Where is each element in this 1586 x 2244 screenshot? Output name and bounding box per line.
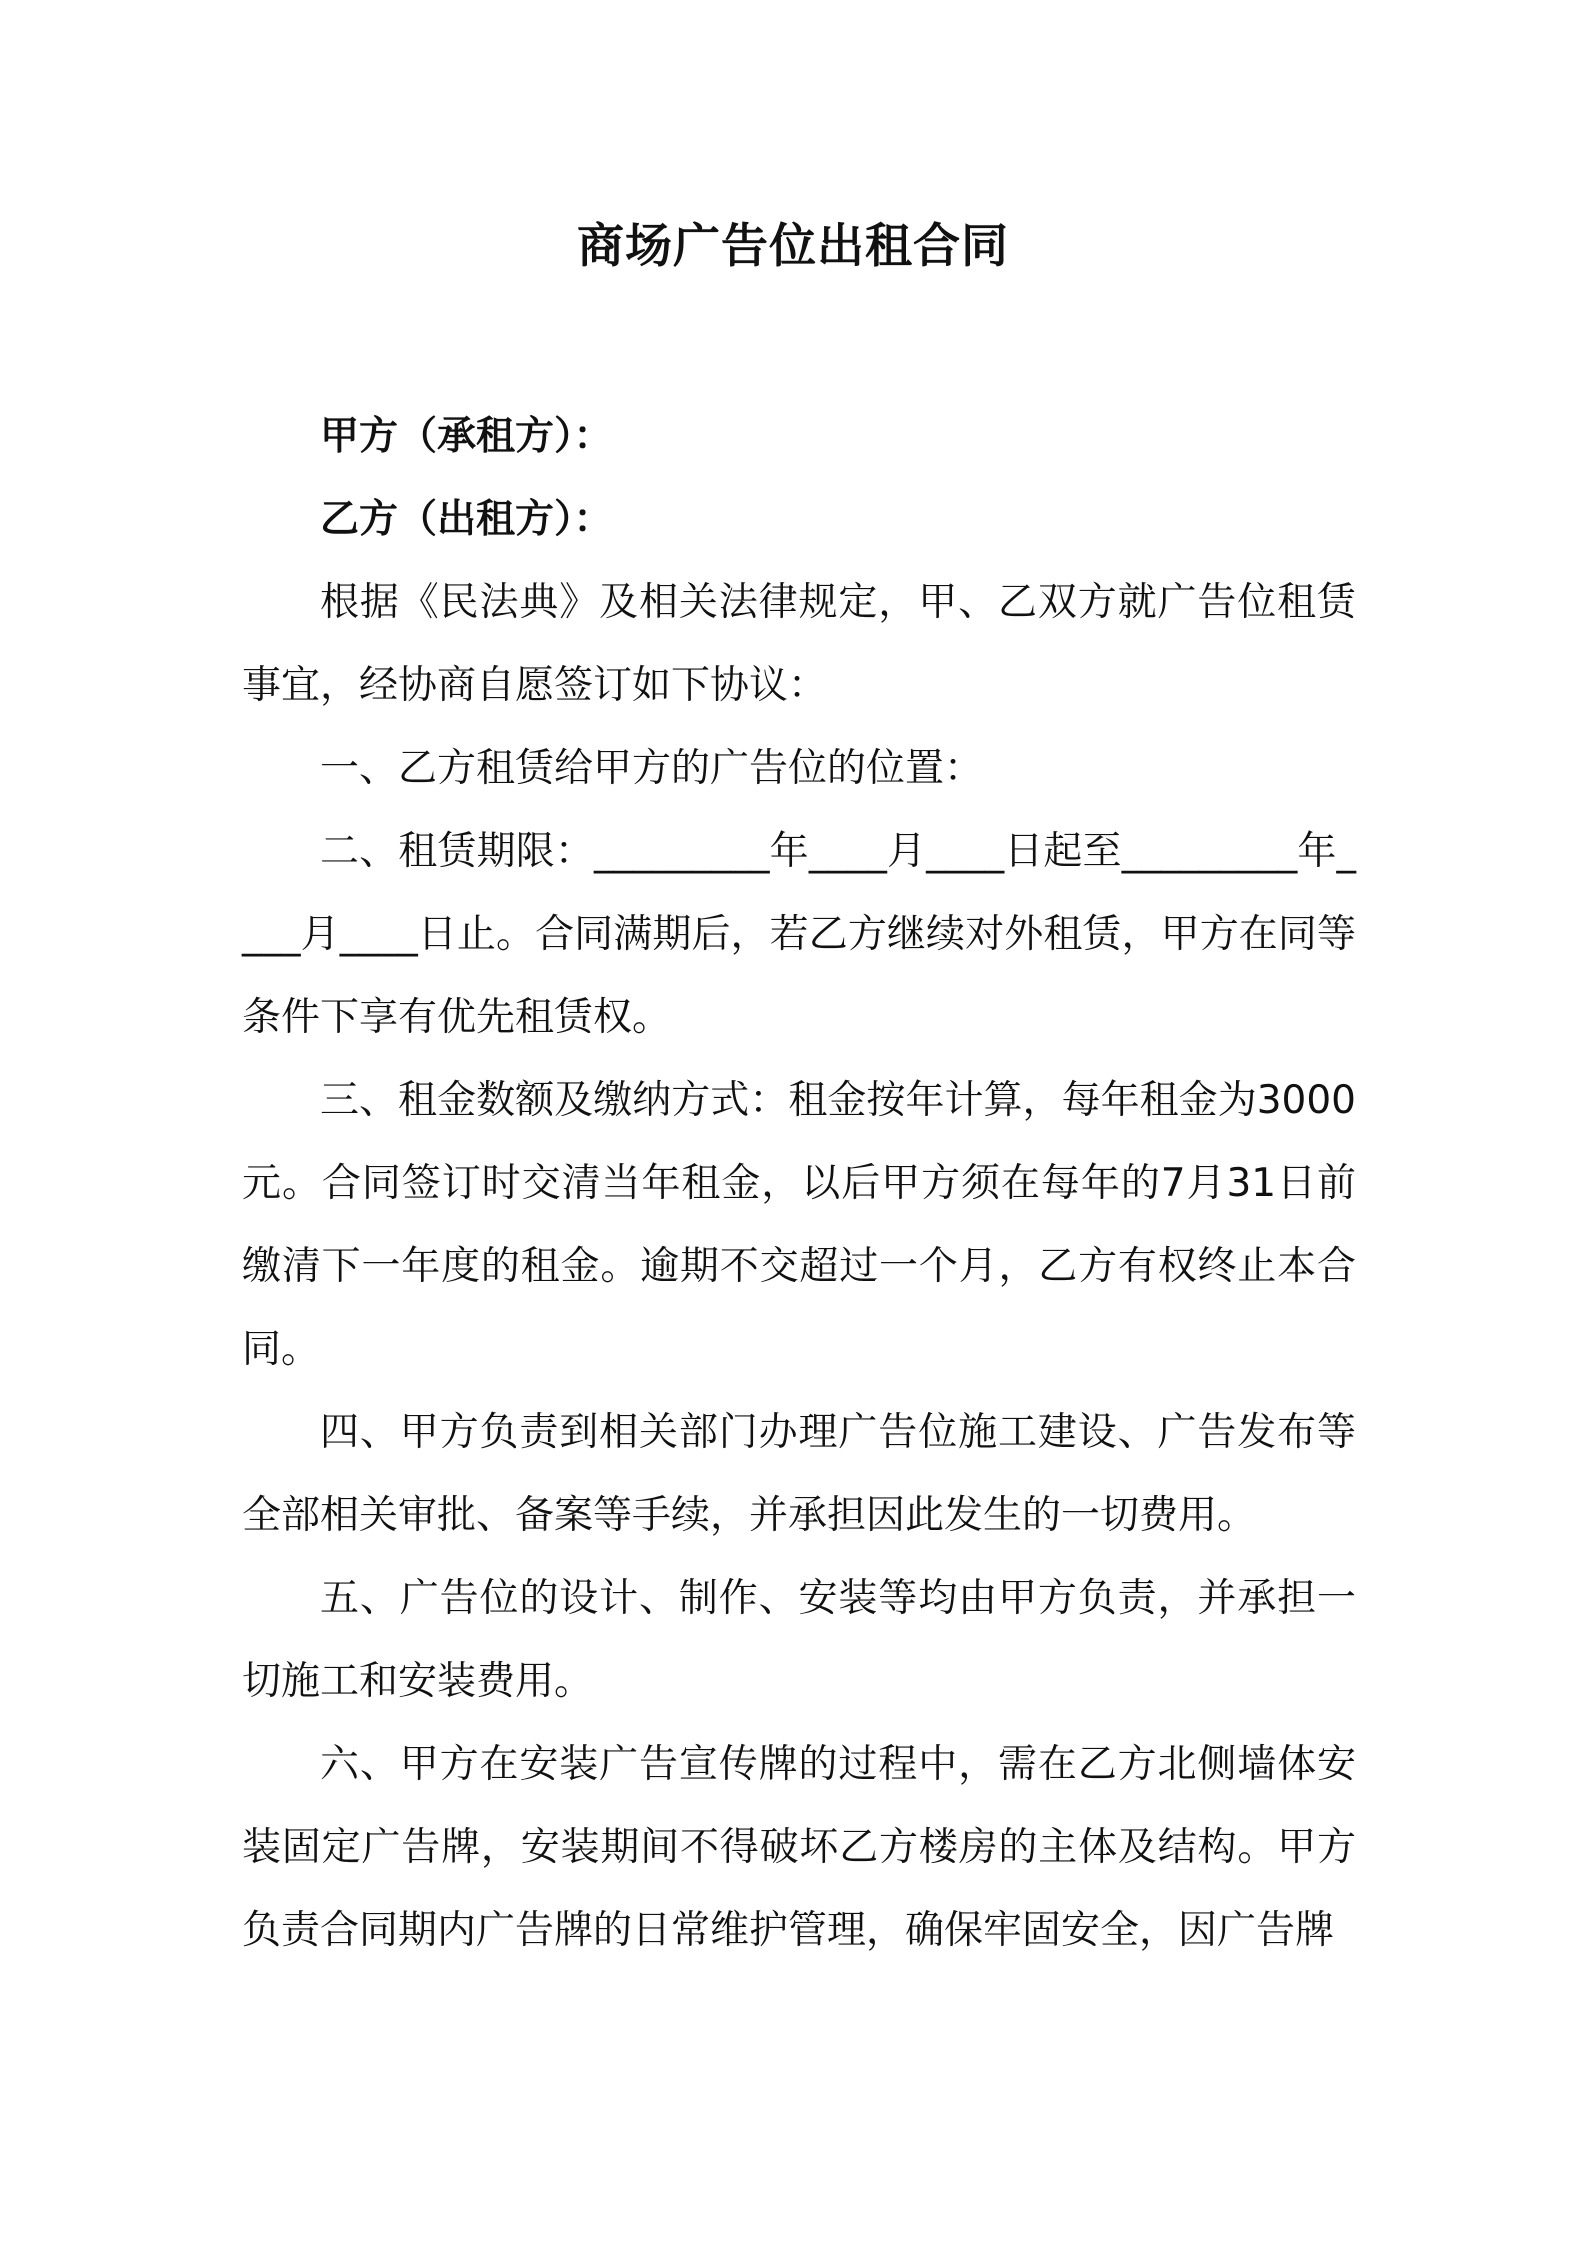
clause-3-paragraph: 三、租金数额及缴纳方式：租金按年计算，每年租金为3000元。合同签订时交清当年租金，以后甲方须在每年的7月31日前缴清下一年度的租金。逾期不交超过一个月，乙方有权终止本合同。 bbox=[242, 1078, 1356, 1372]
document-body bbox=[242, 395, 1356, 1972]
clause-5-paragraph: 五、广告位的设计、制作、安装等均由甲方负责，并承担一切施工和安装费用。 bbox=[242, 1576, 1356, 1704]
party-a-line: 甲方（承租方）： bbox=[320, 414, 613, 459]
clause-1-paragraph: 一、乙方租赁给甲方的广告位的位置： bbox=[320, 746, 984, 791]
clause-2-paragraph: 二、租赁期限：_________年____月____日起至_________年____月____日止。合同满期后，若乙方继续对外租赁，甲方在同等条件下享有优先租赁权。 bbox=[242, 829, 1356, 1040]
preamble-paragraph: 根据《民法典》及相关法律规定，甲、乙双方就广告位租赁事宜，经协商自愿签订如下协议： bbox=[242, 580, 1356, 708]
clause-6-paragraph: 六、甲方在安装广告宣传牌的过程中，需在乙方北侧墙体安装固定广告牌，安装期间不得破坏乙方楼房的主体及结构。甲方负责合同期内广告牌的日常维护管理，确保牢固安全，因广告牌 bbox=[242, 1742, 1356, 1953]
party-b-line: 乙方（出租方）： bbox=[320, 497, 613, 542]
document-title: 商场广告位出租合同 bbox=[577, 219, 1009, 274]
clause-4-paragraph: 四、甲方负责到相关部门办理广告位施工建设、广告发布等全部相关审批、备案等手续，并承担因此发生的一切费用。 bbox=[242, 1410, 1356, 1538]
